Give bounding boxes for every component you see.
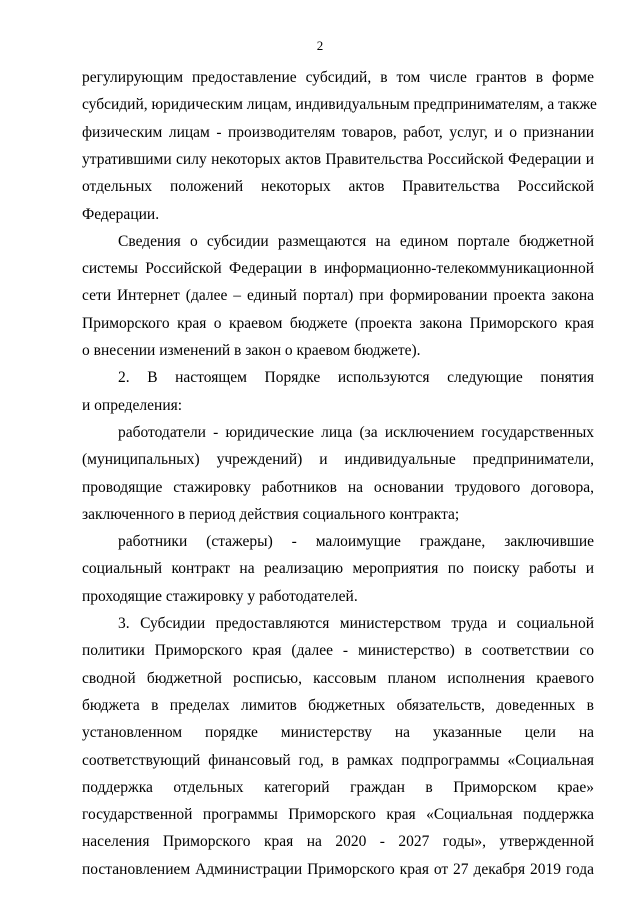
text-line: государственной программы Приморского края «Социальная поддержка xyxy=(82,806,594,824)
text-line: о внесении изменений в закон о краевом бюджете). xyxy=(82,342,421,359)
text-line: проводящие стажировку работников на основании трудового договора, xyxy=(82,478,594,496)
text-line: утратившими силу некоторых актов Правительства Российской Федерации и xyxy=(82,150,594,168)
text-line: Сведения о субсидии размещаются на едином портале бюджетной xyxy=(118,232,594,250)
text-line: заключенного в период действия социального контракта; xyxy=(82,505,460,523)
text-line: (муниципальных) учреждений) и индивидуальные предприниматели, xyxy=(82,451,594,469)
text-line: субсидий, юридическим лицам, индивидуальным предпринимателям, а также xyxy=(82,96,597,114)
text-line: постановлением Администрации Приморского края от 27 декабря 2019 года xyxy=(82,860,594,878)
text-line: и определения: xyxy=(82,396,183,414)
page-number: 2 xyxy=(316,38,324,53)
text-line: поддержка отдельных категорий граждан в Приморском крае» xyxy=(82,778,594,796)
text-line: Федерации. xyxy=(82,205,160,223)
text-line: работодатели - юридические лица (за исключением государственных xyxy=(118,423,594,441)
text-line: регулирующим предоставление субсидий, в том числе грантов в форме xyxy=(82,69,594,86)
text-line: системы Российской Федерации в информационно-телекоммуникационной xyxy=(82,260,594,278)
text-line: соответствующий финансовый год, в рамках подпрограммы «Социальная xyxy=(82,751,594,769)
text-line: Приморского края о краевом бюджете (проекта закона Приморского края xyxy=(82,314,594,332)
text-line: населения Приморского края на 2020 - 2027 годы», утвержденной xyxy=(82,833,594,851)
text-line: бюджета в пределах лимитов бюджетных обязательств, доведенных в xyxy=(82,696,594,714)
text-line: сводной бюджетной росписью, кассовым планом исполнения краевого xyxy=(82,669,594,687)
text-line: работники (стажеры) - малоимущие граждане, заключившие xyxy=(118,533,594,551)
text-line: установленном порядке министерству на указанные цели на xyxy=(82,724,594,742)
text-line: отдельных положений некоторых актов Правительства Российской xyxy=(82,178,594,196)
text-line: сети Интернет (далее – единый портал) при формировании проекта закона xyxy=(82,287,594,305)
text-line: 2. В настоящем Порядке используются следующие понятия xyxy=(118,369,594,387)
text-line: социальный контракт на реализацию мероприятия по поиску работы и xyxy=(82,560,594,578)
text-line: проходящие стажировку у работодателей. xyxy=(82,587,358,605)
text-line: политики Приморского края (далее - министерство) в соответствии со xyxy=(82,642,594,660)
text-line: физическим лицам - производителям товаров, работ, услуг, и о признании xyxy=(82,123,594,141)
text-line: 3. Субсидии предоставляются министерством труда и социальной xyxy=(118,615,594,632)
